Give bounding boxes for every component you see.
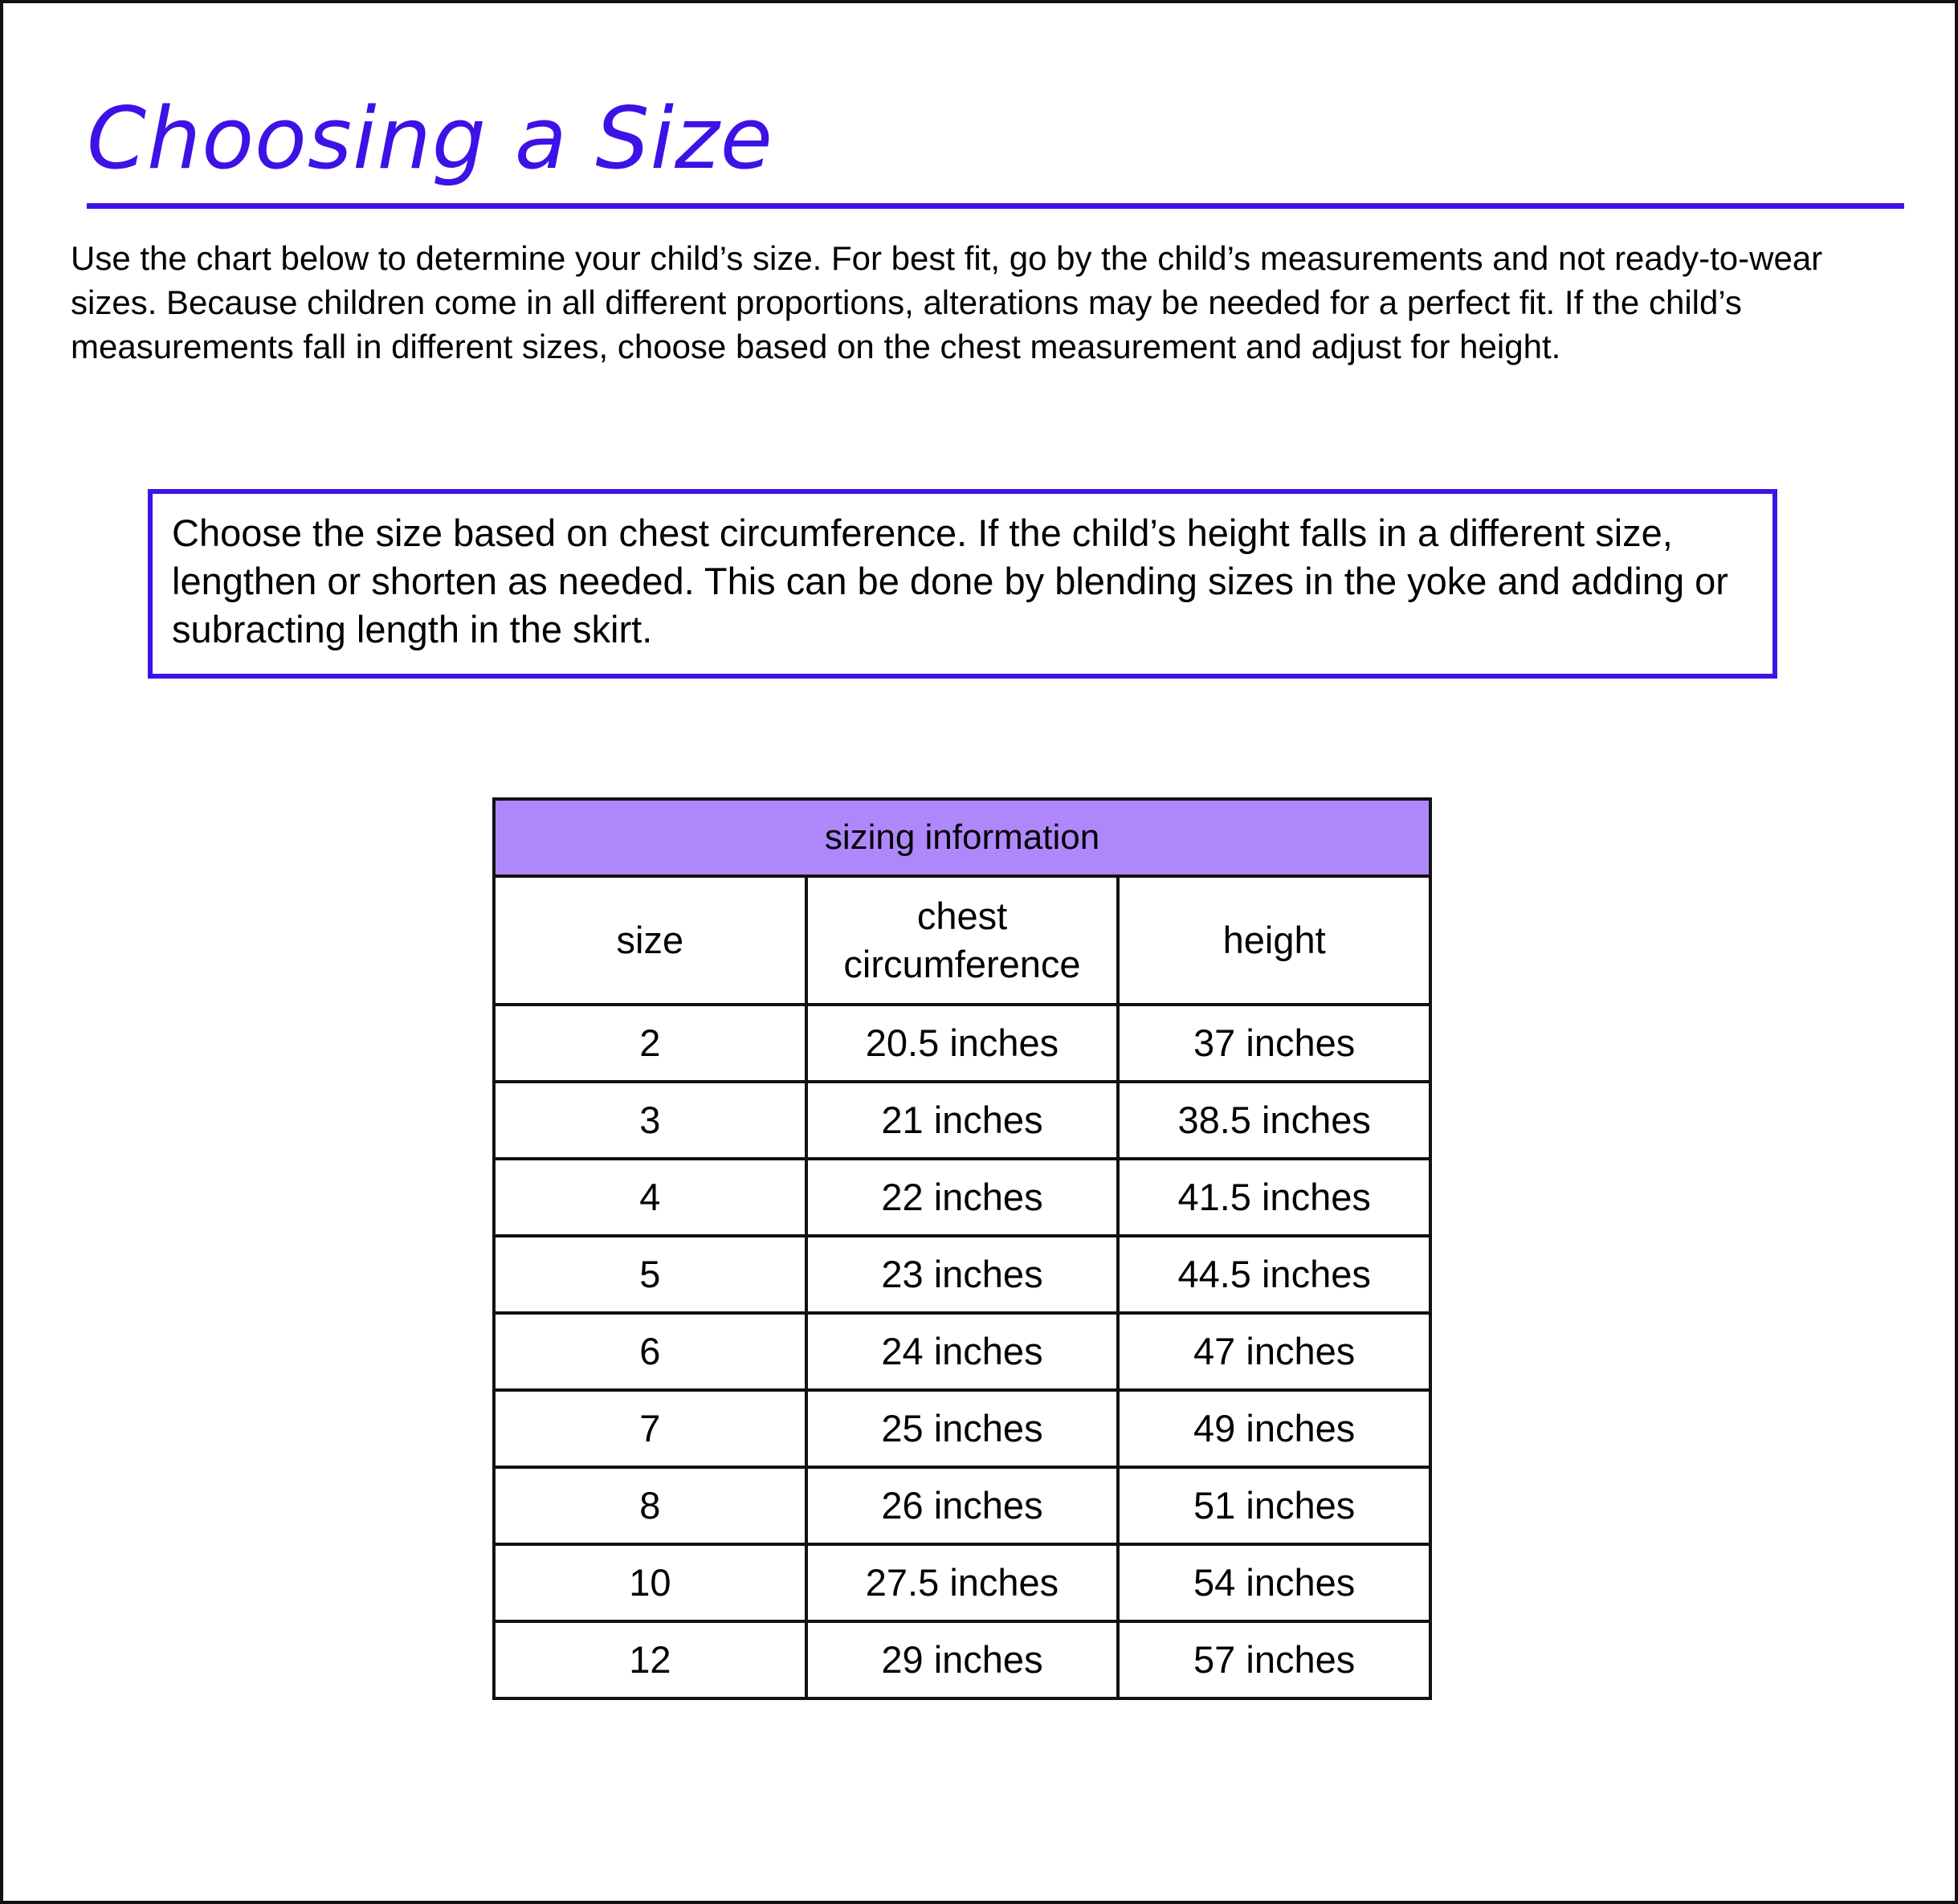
column-header-size: size [494, 876, 806, 1005]
table-caption: sizing information [494, 799, 1430, 876]
table-row [494, 1544, 1430, 1621]
table-row [494, 1159, 1430, 1236]
table-row [494, 1313, 1430, 1390]
size-cell: 12 [494, 1621, 806, 1698]
height-cell: 47 inches [1118, 1313, 1430, 1390]
size-cell: 10 [494, 1544, 806, 1621]
height-cell: 41.5 inches [1118, 1159, 1430, 1236]
size-cell: 2 [494, 1005, 806, 1082]
chest-cell: 22 inches [806, 1159, 1119, 1236]
chest-cell: 21 inches [806, 1082, 1119, 1159]
table-row [494, 1082, 1430, 1159]
height-cell: 57 inches [1118, 1621, 1430, 1698]
size-cell: 5 [494, 1236, 806, 1313]
callout-text: Choose the size based on chest circumference. If the child’s height falls in a different size, lengthen or shorten as needed. This can be done by blending sizes in the yoke and adding or subracting length in the skirt. [172, 512, 1728, 650]
column-header-chest: chest circumference [806, 876, 1119, 1005]
chest-cell: 26 inches [806, 1467, 1119, 1544]
chest-cell: 25 inches [806, 1390, 1119, 1467]
table-row [494, 1005, 1430, 1082]
size-cell: 3 [494, 1082, 806, 1159]
height-cell: 37 inches [1118, 1005, 1430, 1082]
title-underline [87, 203, 1904, 209]
table-row [494, 1467, 1430, 1544]
height-cell: 51 inches [1118, 1467, 1430, 1544]
size-cell: 4 [494, 1159, 806, 1236]
chest-cell: 23 inches [806, 1236, 1119, 1313]
size-cell: 8 [494, 1467, 806, 1544]
chest-cell: 29 inches [806, 1621, 1119, 1698]
size-cell: 6 [494, 1313, 806, 1390]
intro-paragraph: Use the chart below to determine your child’s size. For best fit, go by the child’s measurements and not ready-to-wear sizes. Because children come in all different proportions, alterations may be needed for a perfect fit. If the child’s measurements fall in different sizes, choose based on the chest measurement and adjust for height. [71, 239, 1823, 365]
page-title: Choosing a Size [87, 89, 773, 188]
table-row [494, 1621, 1430, 1698]
table-row [494, 1390, 1430, 1467]
table-header-row [494, 876, 1430, 1005]
callout-box [148, 489, 1777, 679]
table-caption-row [494, 799, 1430, 876]
height-cell: 54 inches [1118, 1544, 1430, 1621]
sizing-table [492, 797, 1432, 1700]
height-cell: 49 inches [1118, 1390, 1430, 1467]
chest-cell: 27.5 inches [806, 1544, 1119, 1621]
height-cell: 44.5 inches [1118, 1236, 1430, 1313]
column-header-height: height [1118, 876, 1430, 1005]
size-cell: 7 [494, 1390, 806, 1467]
table-row [494, 1236, 1430, 1313]
height-cell: 38.5 inches [1118, 1082, 1430, 1159]
chest-cell: 20.5 inches [806, 1005, 1119, 1082]
chest-cell: 24 inches [806, 1313, 1119, 1390]
